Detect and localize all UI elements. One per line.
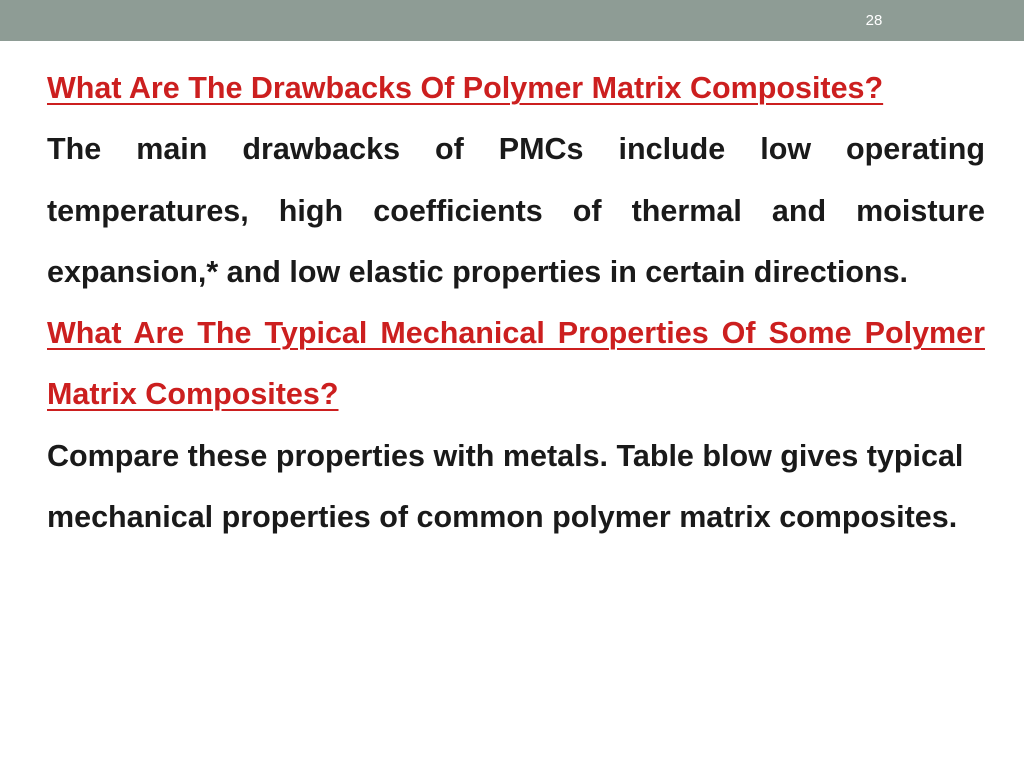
heading-drawbacks: What Are The Drawbacks Of Polymer Matrix Composites? (47, 71, 884, 105)
paragraph-drawbacks: The main drawbacks of PMCs include low operating temperatures, high coefficients of thermal and moisture expansion,* and low elastic properties in certain directions. (47, 132, 985, 289)
slide-content (47, 58, 985, 548)
top-bar (0, 0, 1024, 41)
paragraph-compare: Compare these properties with metals. Table blow gives typical mechanical properties of common polymer matrix composites. (47, 438, 964, 535)
heading-mechanical-properties: What Are The Typical Mechanical Properties Of Some Polymer Matrix Composites? (47, 316, 985, 412)
page-number: 28 (865, 12, 883, 29)
